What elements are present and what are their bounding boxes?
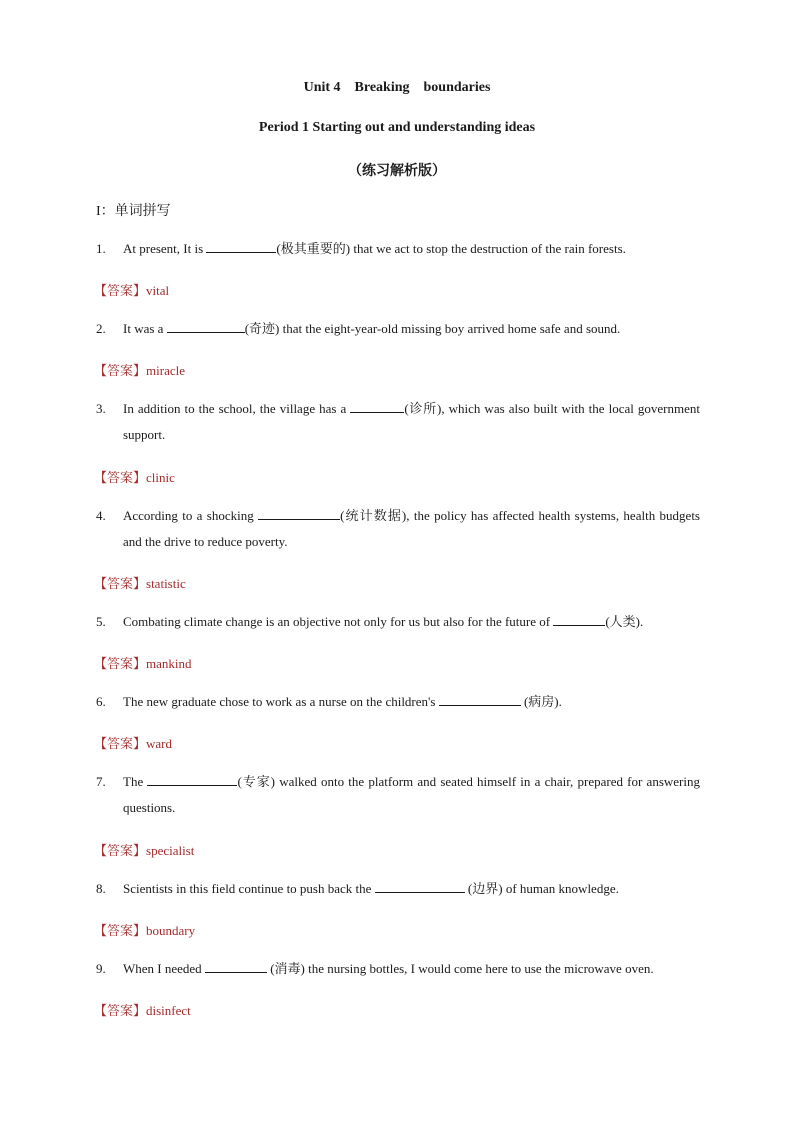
answer-line [94, 733, 172, 752]
question-text: that we act to stop the destruction of the rain forests. [350, 241, 626, 256]
question-text: of human knowledge. [502, 881, 619, 896]
question-number: 1. [96, 241, 106, 256]
question-text: When I needed [123, 961, 205, 976]
question-item [96, 503, 700, 555]
answer-blank [206, 239, 276, 253]
chinese-hint: (极其重要的) [276, 241, 351, 256]
answer-tag: 【答案】 [94, 576, 147, 591]
question-number: 8. [96, 881, 106, 896]
answer-value: miracle [146, 363, 185, 378]
question-text: . [558, 694, 562, 709]
answer-tag: 【答案】 [94, 923, 147, 938]
question-item [96, 396, 700, 448]
answer-blank [147, 772, 237, 786]
answer-blank [258, 506, 340, 520]
question-text: In addition to the school, the village has a [123, 401, 351, 416]
question-item [96, 876, 700, 902]
question-number: 5. [96, 614, 106, 629]
answer-blank [439, 692, 521, 706]
question-text: The [123, 774, 148, 789]
question-text: At present, It is [123, 241, 207, 256]
answer-tag: 【答案】 [94, 470, 147, 485]
question-text: , the policy has affected health systems, health budgets and the drive to reduce poverty. [123, 508, 700, 549]
chinese-hint: (诊所) [404, 401, 442, 416]
answer-tag: 【答案】 [94, 736, 147, 751]
answer-value: ward [146, 736, 173, 751]
question-text: Scientists in this field continue to push back the [123, 881, 375, 896]
chinese-hint: (奇迹) [244, 321, 280, 336]
unit-label: Unit 4 [303, 80, 341, 95]
question-text: According to a shocking [123, 508, 259, 523]
section-heading: I：单词拼写 [96, 204, 171, 219]
chinese-hint: (专家) [237, 774, 275, 789]
chinese-hint: (统计数据) [340, 508, 407, 523]
chinese-hint: (人类) [605, 614, 641, 629]
answer-tag: 【答案】 [94, 283, 147, 298]
question-item [96, 956, 700, 982]
question-text: walked onto the platform and seated himself in a chair, prepared for answering questions. [123, 774, 700, 815]
unit-name: Breaking boundaries [354, 80, 491, 95]
question-number: 2. [96, 321, 106, 336]
chinese-hint: (边界) [464, 881, 503, 896]
answer-tag: 【答案】 [94, 1003, 147, 1018]
answer-value: clinic [146, 470, 175, 485]
unit-title [0, 80, 794, 96]
answer-tag: 【答案】 [94, 363, 147, 378]
answer-line [94, 280, 169, 299]
answer-line [94, 840, 194, 859]
answer-line [94, 467, 175, 486]
answer-blank [167, 319, 245, 333]
answer-blank [350, 399, 404, 413]
question-item [96, 236, 700, 262]
question-number: 3. [96, 401, 106, 416]
question-text: . [640, 614, 644, 629]
answer-blank [375, 879, 465, 893]
question-text: the nursing bottles, I would come here to use the microwave oven. [304, 961, 654, 976]
answer-value: statistic [146, 576, 186, 591]
question-number: 4. [96, 508, 106, 523]
answer-value: specialist [146, 843, 195, 858]
question-number: 9. [96, 961, 106, 976]
question-text: It was a [123, 321, 167, 336]
answer-line [94, 920, 195, 939]
chinese-hint: (消毒) [266, 961, 305, 976]
answer-value: disinfect [146, 1003, 191, 1018]
question-number: 6. [96, 694, 106, 709]
question-item [96, 609, 700, 635]
question-item [96, 689, 700, 715]
answer-blank [553, 612, 605, 626]
question-item [96, 316, 700, 342]
answer-line [94, 1000, 191, 1019]
answer-line [94, 653, 192, 672]
answer-tag: 【答案】 [94, 656, 147, 671]
answer-blank [205, 959, 267, 973]
question-item [96, 769, 700, 821]
answer-value: mankind [146, 656, 192, 671]
answer-line [94, 360, 185, 379]
question-text: that the eight-year-old missing boy arrived home safe and sound. [279, 321, 621, 336]
answer-value: vital [146, 283, 170, 298]
question-text: Combating climate change is an objective not only for us but also for the future of [123, 614, 554, 629]
subtitle: （练习解析版） [348, 164, 446, 179]
chinese-hint: (病房) [520, 694, 559, 709]
period-title: Period 1 Starting out and understanding ideas [258, 120, 536, 135]
answer-value: boundary [146, 923, 196, 938]
question-text: The new graduate chose to work as a nurse on the children's [123, 694, 439, 709]
answer-line [94, 573, 186, 592]
question-number: 7. [96, 774, 106, 789]
answer-tag: 【答案】 [94, 843, 147, 858]
question-text: , which was also built with the local government support. [123, 401, 700, 442]
